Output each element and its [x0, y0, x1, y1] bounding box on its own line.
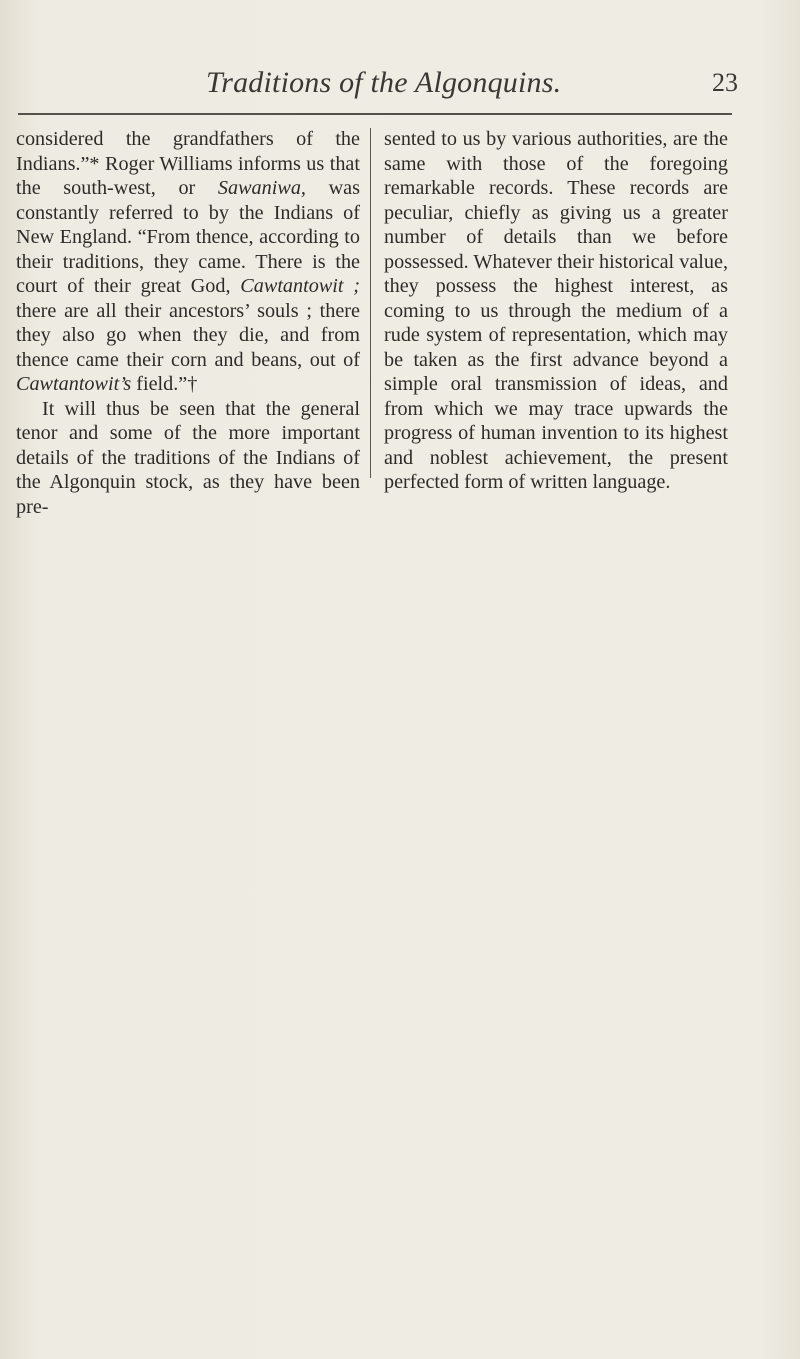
left-p1-text-b: was constantly referred to by the Indians of New England. “From thence, according to their traditions, they came. There is the court of their great God, — [16, 177, 360, 297]
left-p1-text-d: field.”† — [131, 373, 198, 395]
right-paragraph-1: sented to us by various authorities, are the same with those of the foregoing remarkable records. These records are peculiar, chiefly as giving us a greater number of details than we before possessed. Whatever their historical value, they possess the highest interest, as coming to us through the medium of a rude system of representation, which may be taken as the first advance beyond a simple oral transmission of ideas, and from which we may trace upwards the progress of human invention to its highest and noblest achievement, the present perfected form of written language. — [384, 128, 728, 493]
header-rule — [18, 113, 732, 115]
left-p1-term-cawtantowit: Cawtantowit ; — [240, 275, 360, 297]
running-title: Traditions of the Algonquins. — [206, 66, 562, 99]
left-p1-text-c: there are all their ancestors’ souls ; there they also go when they die, and from thence came their corn and beans, out of — [16, 299, 360, 371]
left-p1-term-cawtantowits: Cawtantowit’s — [16, 373, 132, 395]
left-p1-term-sawaniwa: Sawaniwa, — [217, 177, 306, 199]
page-number: 23 — [712, 68, 738, 97]
column-divider — [370, 128, 371, 478]
right-column — [384, 127, 728, 495]
left-column — [16, 127, 360, 519]
left-p1-text-a: considered the grandfathers of the Indians.”* Roger Williams informs us that the south-west, or — [16, 128, 360, 199]
page-header — [0, 66, 800, 106]
left-paragraph-1 — [16, 127, 360, 397]
left-paragraph-2: It will thus be seen that the general tenor and some of the more important details of the traditions of the Indians of the Algonquin stock, as they have been pre- — [16, 397, 360, 518]
